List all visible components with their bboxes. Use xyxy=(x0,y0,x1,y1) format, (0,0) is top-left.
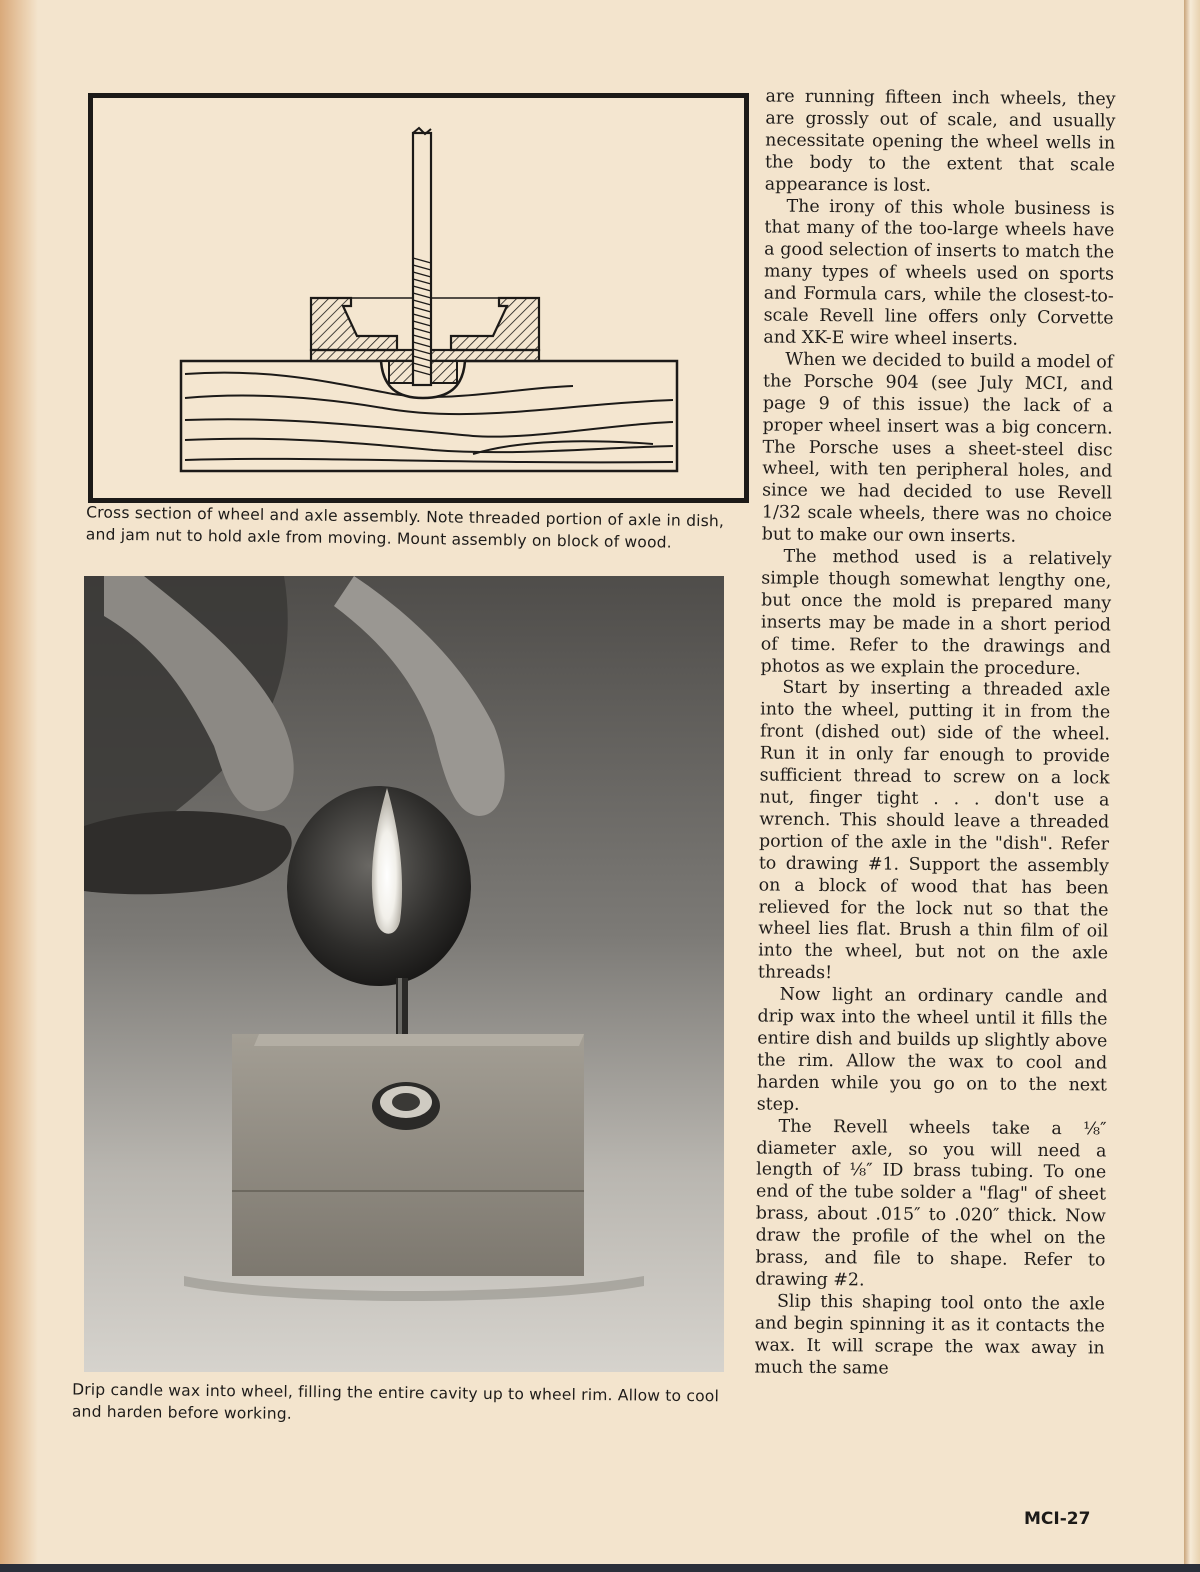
page-edge xyxy=(1184,0,1200,1572)
page-number: MCI-27 xyxy=(1024,1509,1091,1529)
paragraph: are running fifteen inch wheels, they are grossly out of scale, and usually necessitate opening the wheel wells in the body to the extent that scale appearance is lost. xyxy=(764,86,1116,196)
page-bottom-edge xyxy=(0,1564,1200,1572)
figure1-caption: Cross section of wheel and axle assembly. Note threaded portion of axle in dish, and jam nut to hold axle from moving. Mount assembly on block of wood. xyxy=(85,503,725,552)
paragraph: The Revell wheels take a ⅛″ diameter axle, so you will need a length of ⅛″ ID brass tubing. To one end of the tube solder a "flag" of sheet brass, about .015″ to .020″ thick. Now draw the profile of the whel on the brass, and file to shape. Refer to drawing #2. xyxy=(755,1116,1107,1291)
paragraph: The irony of this whole business is that many of the too-large wheels have a good selection of inserts to match the many types of wheels used on sports and Formula cars, while the closest-to-scale Revell line offers only Corvette and XK-E wire wheel inserts. xyxy=(763,196,1115,350)
wheel-axle-diagram xyxy=(93,98,744,498)
candle-wax-photo xyxy=(84,576,724,1372)
page-gutter-shadow xyxy=(0,0,38,1572)
figure2-caption: Drip candle wax into wheel, filling the entire cavity up to wheel rim. Allow to cool and harden before working. xyxy=(71,1380,720,1423)
paragraph: Now light an ordinary candle and drip wax into the wheel until it fills the entire dish and builds up slightly above the rim. Allow the wax to cool and harden while you go on to the next step. xyxy=(756,984,1108,1115)
wood-block xyxy=(232,1034,584,1276)
article-column xyxy=(754,86,1115,1381)
paragraph: When we decided to build a model of the Porsche 904 (see July MCI, and page 9 of this issue) the lack of a proper wheel insert was a big concern. The Porsche uses a sheet-steel disc wheel, with ten peripheral holes, and since we had decided to use Revell 1/32 scale wheels, there was no choice but to make our own inserts. xyxy=(761,349,1114,547)
paragraph: Slip this shaping tool onto the axle and begin spinning it as it contacts the wax. It will scrape the wax away in much the same xyxy=(754,1291,1106,1379)
wheel-right xyxy=(451,298,539,350)
paragraph: The method used is a relatively simple though somewhat lengthy one, but once the mold is prepared many inserts may be made in a short period of time. Refer to the drawings and photos as we explain the procedure. xyxy=(760,546,1112,679)
wheel-left xyxy=(311,298,397,350)
photo-illustration xyxy=(84,576,724,1372)
cross-section-drawing xyxy=(88,93,749,503)
paragraph: Start by inserting a threaded axle into the wheel, putting it in from the front (dished out) side of the wheel. Run it in only far enough to provide sufficient thread to screw on a lock nut, finger tight . . . don't use a wrench. This should leave a threaded portion of the axle in the "dish". Refer to drawing #1. Support the assembly on a block of wood that has been relieved for the lock nut so that the wheel lies flat. Brush a thin film of oil into the wheel, but not on the axle threads! xyxy=(757,678,1111,984)
